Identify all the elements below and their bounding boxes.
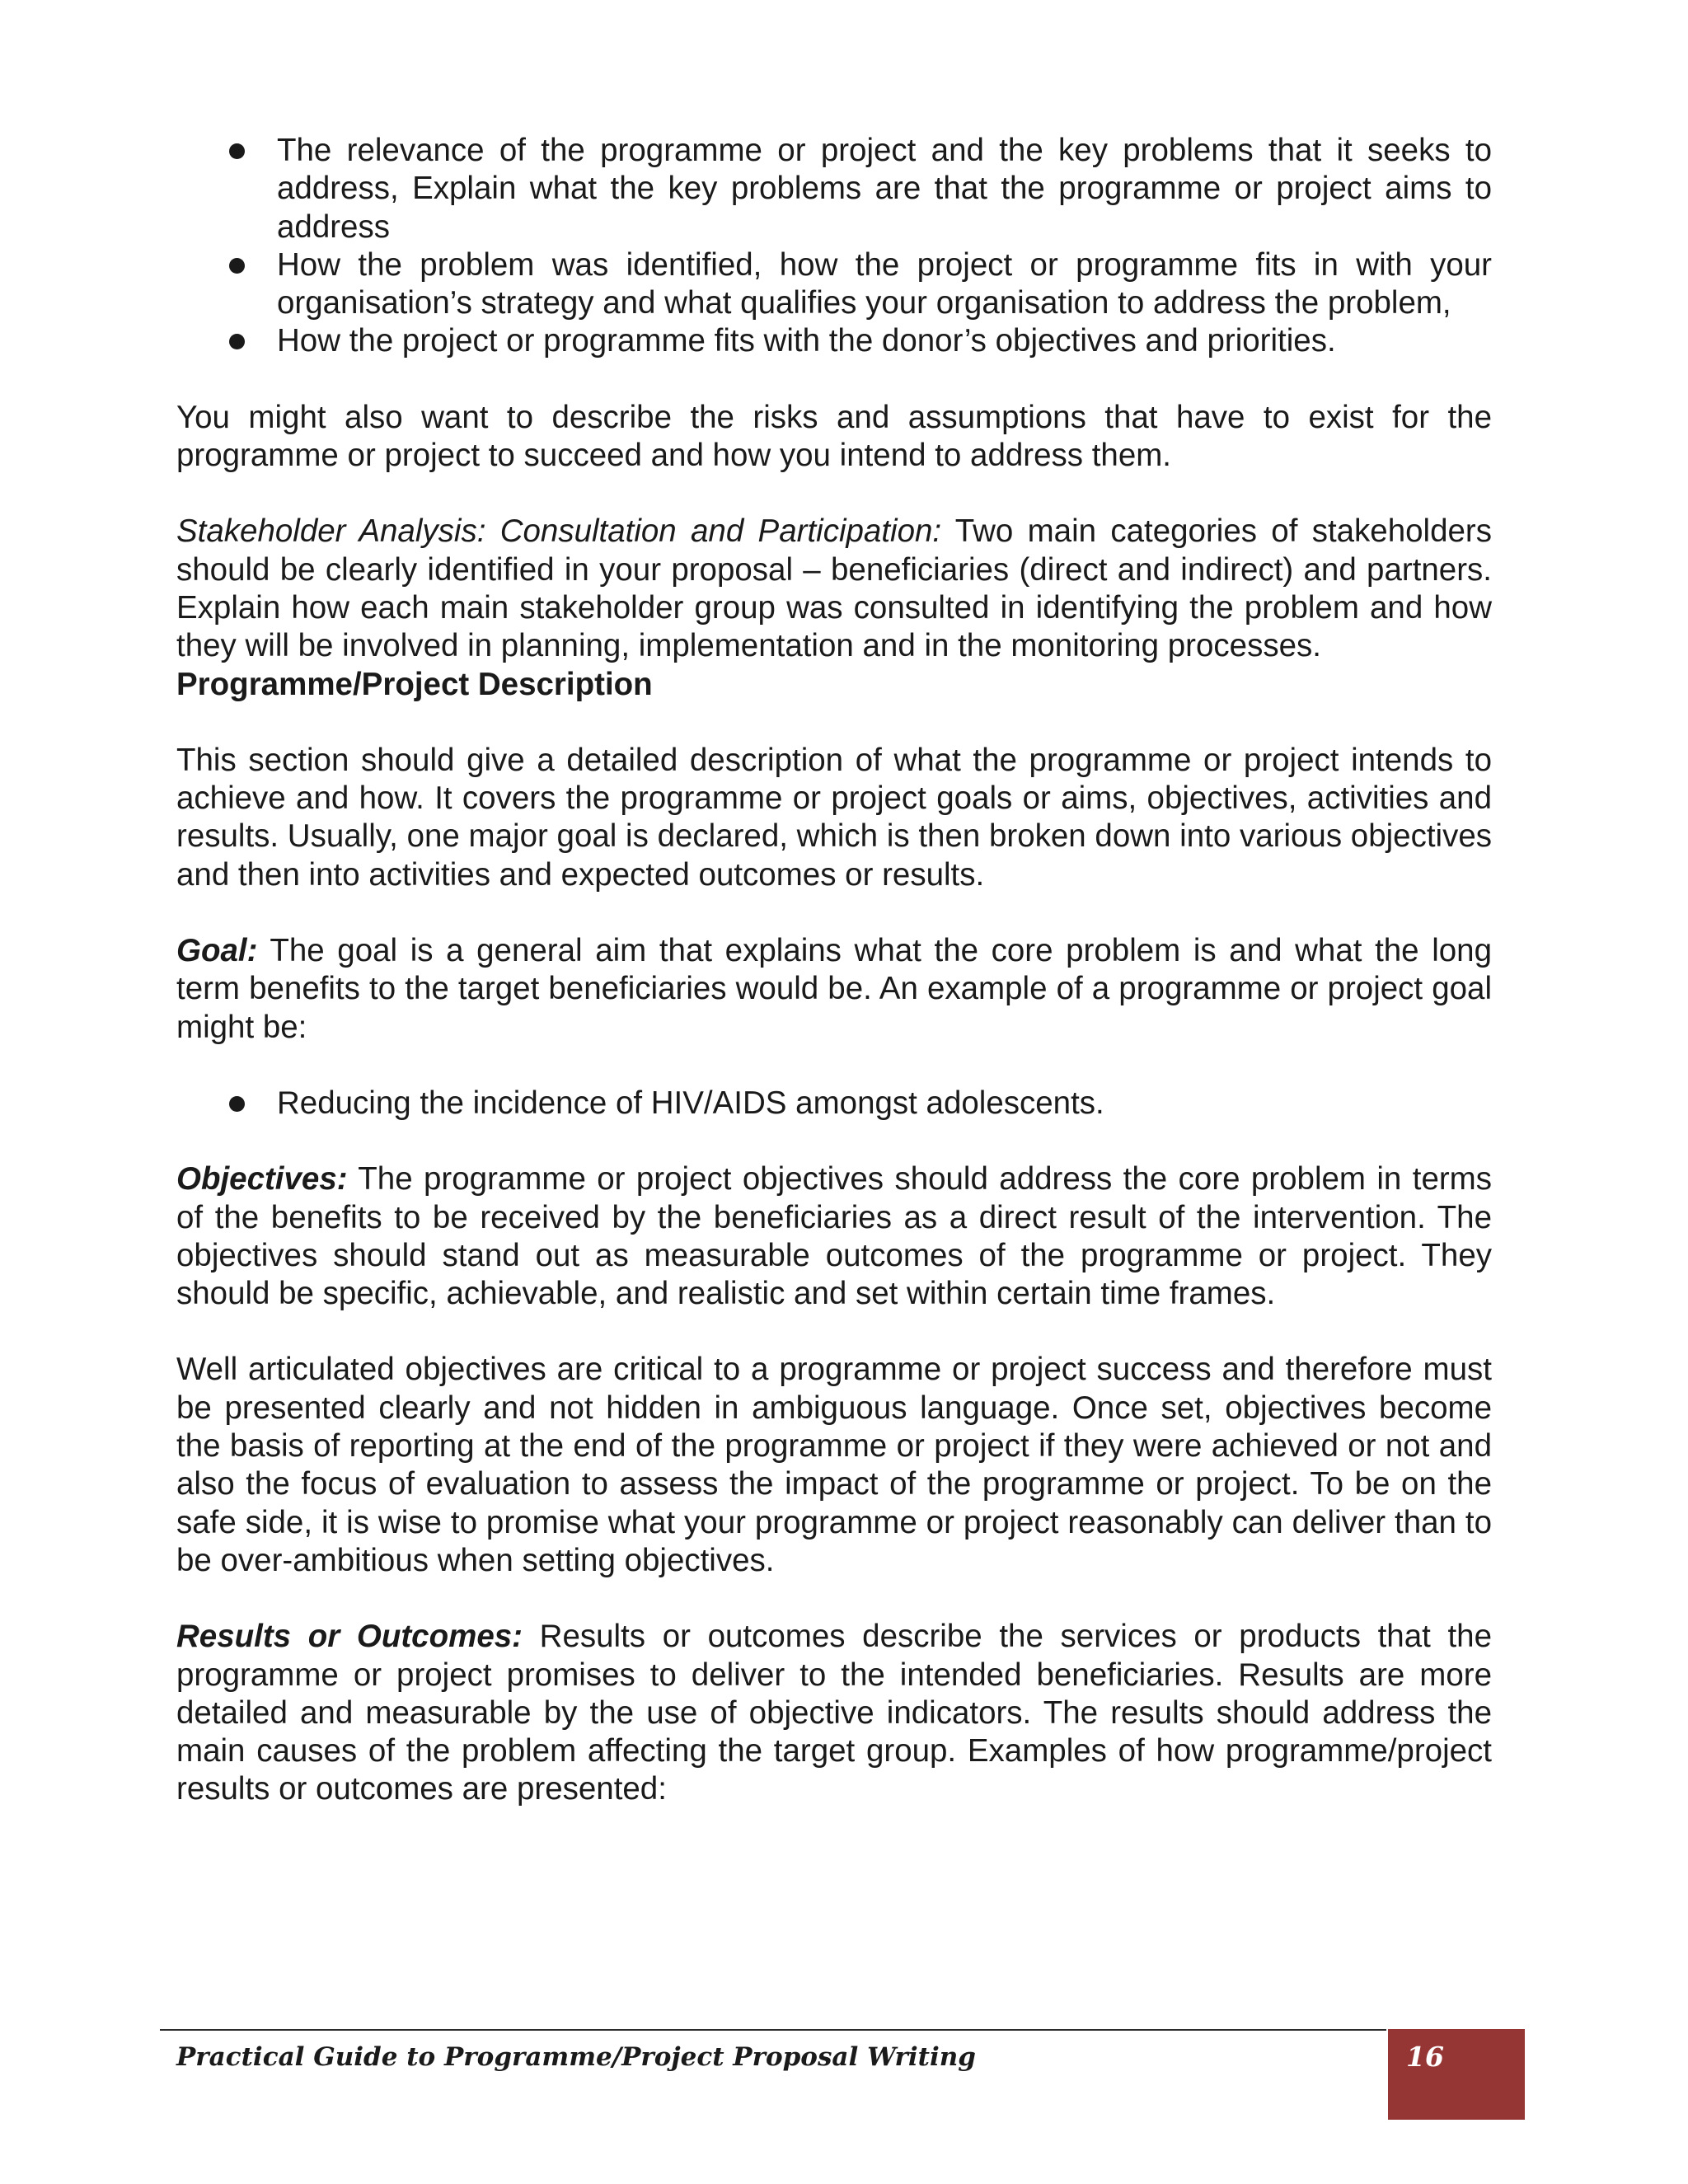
stakeholder-lead: Stakeholder Analysis: Consultation and Participation:: [176, 513, 942, 550]
goal-paragraph: [176, 932, 1492, 1047]
footer-divider: [160, 2029, 1386, 2031]
stakeholder-paragraph: [176, 513, 1492, 665]
list-item-text: How the problem was identified, how the project or programme fits in with your organisation’s strategy and what qualifies your organisation to address the problem,: [277, 246, 1492, 321]
objectives-paragraph: [176, 1160, 1492, 1313]
goal-text: The goal is a general aim that explains what the core problem is and what the long term benefits to the target beneficiaries would be. An example of a programme or project goal might be:: [176, 933, 1492, 1045]
list-item: [176, 132, 1492, 246]
page-body: [176, 132, 1492, 1809]
list-item: [176, 322, 1492, 360]
page-number-box: [1388, 2029, 1525, 2120]
objectives-text: The programme or project objectives should address the core problem in terms of the benefits to be received by the beneficiaries as a direct result of the intervention. The objectives should stand out as measurable outcomes of the programme or project. They should be specific, achievable, and realistic and set within certain time frames.: [176, 1161, 1492, 1312]
description-paragraph: This section should give a detailed description of what the programme or project intends to achieve and how. It covers the programme or project goals or aims, objectives, activities and results. Usually, one major goal is declared, which is then broken down into various objectives and then into activities and expected outcomes or results.: [176, 742, 1492, 893]
bullet-icon: [229, 258, 245, 274]
goal-lead: Goal:: [176, 933, 258, 969]
list-item-text: Reducing the incidence of HIV/AIDS amongst adolescents.: [277, 1085, 1104, 1121]
page-number: 16: [1406, 2041, 1444, 2073]
list-item: [176, 246, 1492, 323]
results-paragraph: [176, 1618, 1492, 1808]
bullet-icon: [229, 1096, 245, 1112]
section-heading: Programme/Project Description: [176, 666, 653, 702]
goal-example-list: [176, 1085, 1492, 1122]
list-item-text: The relevance of the programme or project and the key problems that it seeks to address, Explain what the key problems are that the programme or project aims to address: [277, 133, 1492, 245]
bullet-icon: [229, 143, 245, 159]
objectives-detail-paragraph: Well articulated objectives are critical to a programme or project success and therefore must be presented clearly and not hidden in ambiguous language. Once set, objectives become the basis of reporting at the end of the programme or project if they were achieved or not and also the focus of evaluation to assess the impact of the programme or project. To be on the safe side, it is wise to promise what your programme or project reasonably can deliver than to be over-ambitious when setting objectives.: [176, 1352, 1492, 1578]
risks-paragraph: You might also want to describe the risks and assumptions that have to exist for the programme or project to succeed and how you intend to address them.: [176, 399, 1492, 474]
objectives-lead: Objectives:: [176, 1161, 348, 1197]
top-bullet-list: [176, 132, 1492, 361]
stakeholder-text: Two main categories of stakeholders should be clearly identified in your proposal – beneficiaries (direct and indirect) and partners. Explain how each main stakeholder group was consulted in identifying the problem and how they will be involved in planning, implementation and in the monitoring processes.: [176, 513, 1492, 664]
results-text: Results or outcomes describe the services or products that the programme or project promises to deliver to the intended beneficiaries. Results are more detailed and measurable by the use of objective indicators. The results should address the main causes of the problem affecting the target group. Examples of how programme/project results or outcomes are presented:: [176, 1619, 1492, 1807]
list-item: [176, 1085, 1492, 1122]
list-item-text: How the project or programme fits with the donor’s objectives and priorities.: [277, 323, 1336, 359]
bullet-icon: [229, 334, 245, 349]
results-lead: Results or Outcomes:: [176, 1619, 523, 1655]
footer-title: Practical Guide to Programme/Project Proposal Writing: [176, 2042, 976, 2072]
